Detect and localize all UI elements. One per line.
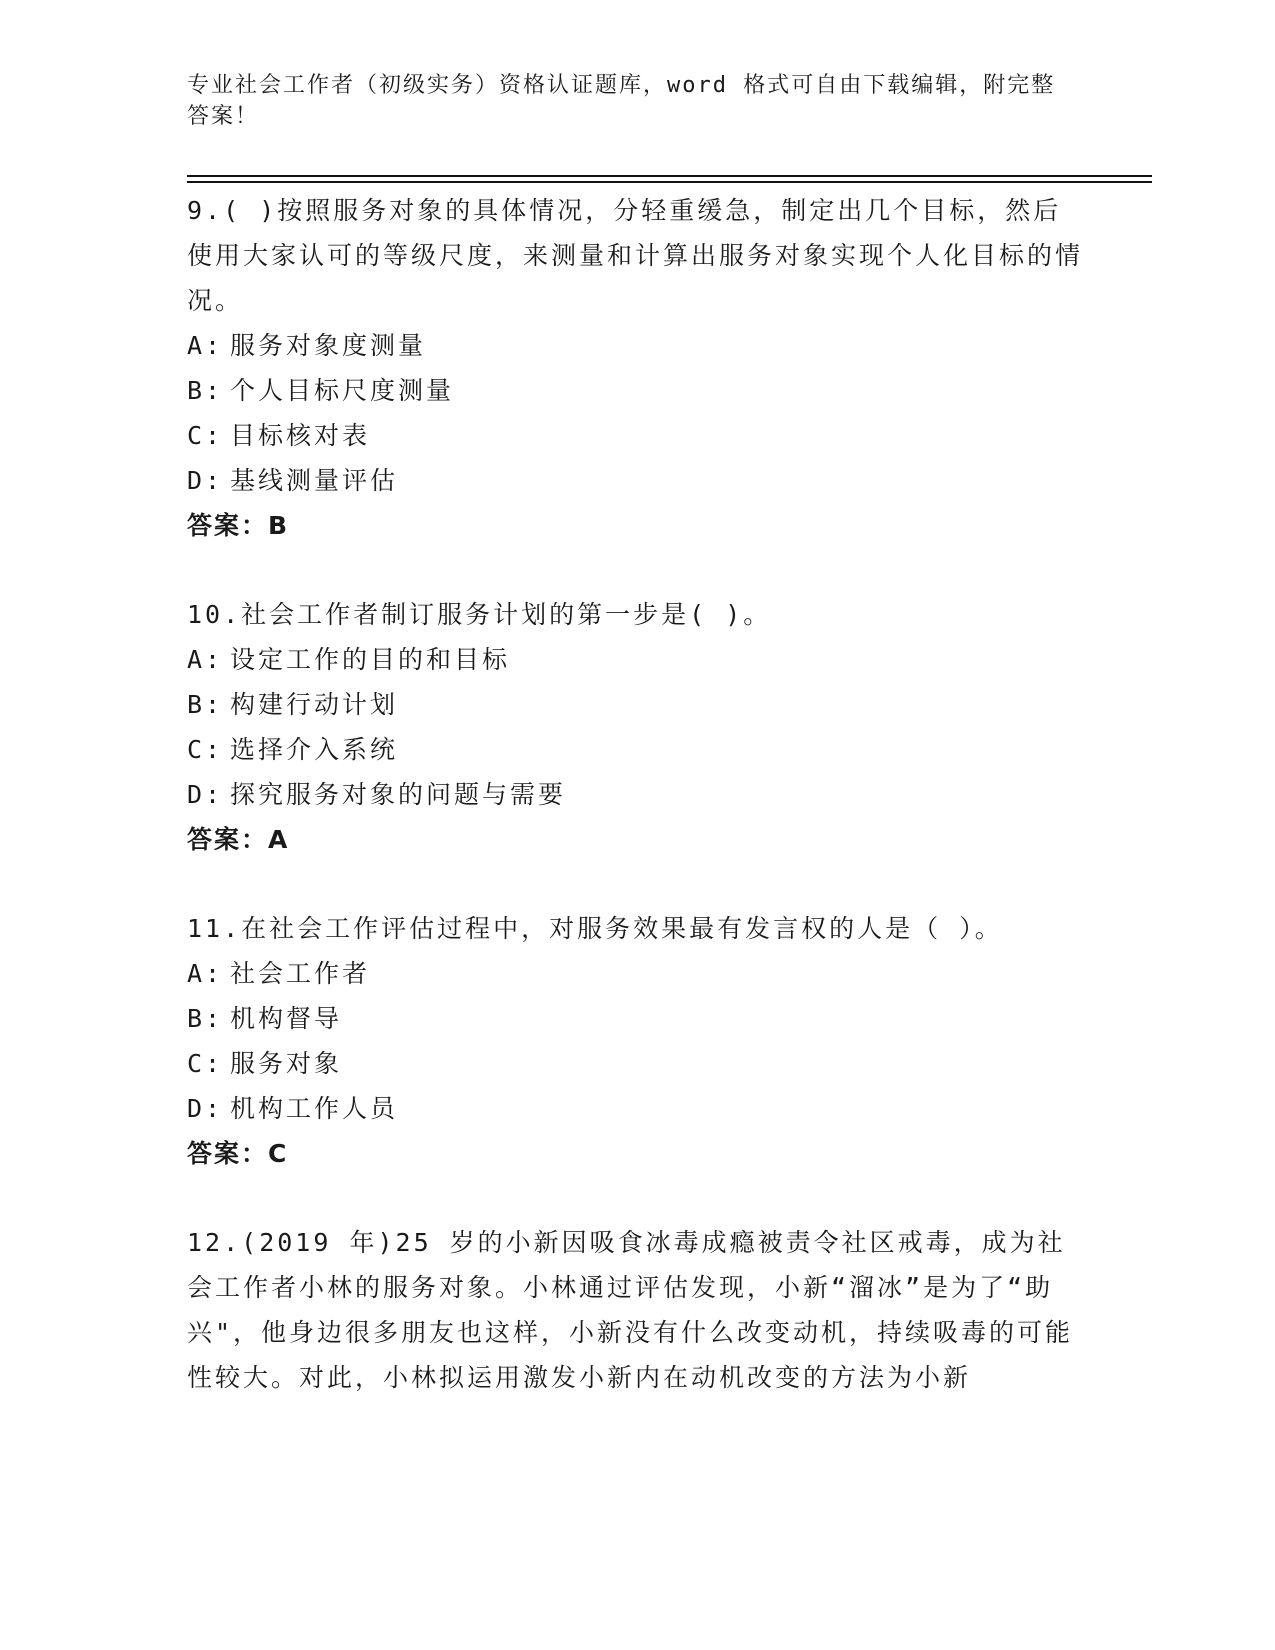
answer-line: 答案：C [187, 1139, 289, 1168]
question-10 [187, 592, 1087, 862]
option-text: 服务对象度测量 [230, 331, 427, 360]
option-a [187, 323, 1087, 368]
option-text: 机构督导 [230, 1004, 343, 1033]
option-text: 设定工作的目的和目标 [230, 645, 511, 674]
option-text: 服务对象 [230, 1049, 343, 1078]
option-letter: B: [187, 690, 224, 719]
option-a [187, 951, 1087, 996]
option-a [187, 637, 1087, 682]
option-letter: C: [187, 735, 224, 764]
question-list [187, 188, 1087, 1444]
question-stem: 11.在社会工作评估过程中，对服务效果最有发言权的人是（ ）。 [187, 914, 1003, 943]
document-header [187, 70, 1067, 132]
option-b [187, 682, 1087, 727]
option-letter: C: [187, 421, 224, 450]
option-letter: D: [187, 1094, 224, 1123]
option-text: 基线测量评估 [230, 466, 399, 495]
option-letter: A: [187, 959, 224, 988]
answer-line: 答案：A [187, 825, 290, 854]
option-letter: A: [187, 645, 224, 674]
option-text: 机构工作人员 [230, 1094, 399, 1123]
question-stem: 12.(2019 年)25 岁的小新因吸食冰毒成瘾被责令社区戒毒，成为社会工作者小林的服务对象。小林通过评估发现，小新“溜冰”是为了“助兴"，他身边很多朋友也这样，小新没有什么改变动机，持续吸毒的可能性较大。对此，小林拟运用激发小新内在动机改变的方法为小新 [187, 1228, 1074, 1392]
option-text: 探究服务对象的问题与需要 [230, 780, 567, 809]
option-text: 社会工作者 [230, 959, 371, 988]
question-stem: 9.( )按照服务对象的具体情况，分轻重缓急，制定出几个目标，然后使用大家认可的等级尺度，来测量和计算出服务对象实现个人化目标的情况。 [187, 196, 1084, 315]
option-d [187, 772, 1087, 817]
option-b [187, 368, 1087, 413]
question-12 [187, 1220, 1087, 1400]
answer-line: 答案：B [187, 511, 290, 540]
option-b [187, 996, 1087, 1041]
question-9 [187, 188, 1087, 548]
option-c [187, 727, 1087, 772]
option-letter: B: [187, 376, 224, 405]
header-divider-bottom [187, 181, 1152, 183]
question-11 [187, 906, 1087, 1176]
question-stem: 10.社会工作者制订服务计划的第一步是( )。 [187, 600, 772, 629]
header-divider-top [187, 175, 1152, 177]
option-letter: D: [187, 466, 224, 495]
option-d [187, 1086, 1087, 1131]
option-text: 选择介入系统 [230, 735, 399, 764]
option-letter: C: [187, 1049, 224, 1078]
option-text: 构建行动计划 [230, 690, 399, 719]
option-letter: B: [187, 1004, 224, 1033]
header-intro-text: 专业社会工作者（初级实务）资格认证题库，word 格式可自由下载编辑，附完整答案！ [187, 73, 1056, 129]
option-letter: D: [187, 780, 224, 809]
option-d [187, 458, 1087, 503]
option-letter: A: [187, 331, 224, 360]
option-text: 个人目标尺度测量 [230, 376, 455, 405]
option-c [187, 1041, 1087, 1086]
option-c [187, 413, 1087, 458]
option-text: 目标核对表 [230, 421, 371, 450]
